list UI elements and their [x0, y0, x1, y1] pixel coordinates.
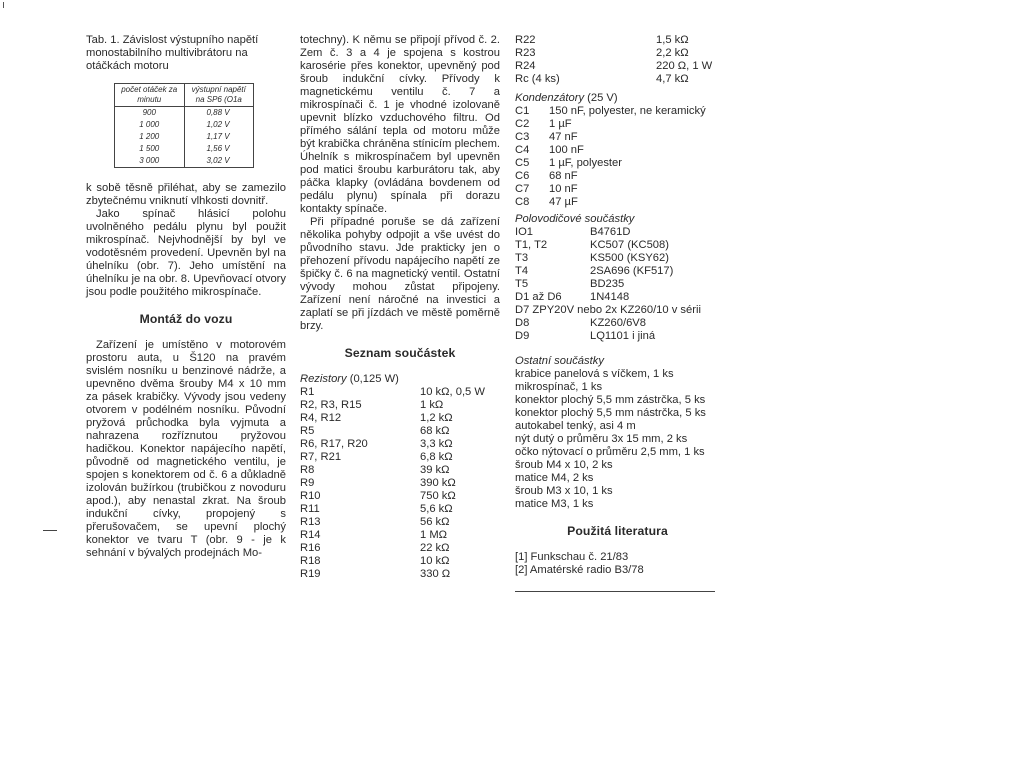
- part-row: [515, 252, 720, 265]
- part-row: [300, 503, 500, 516]
- part-designator: R18: [300, 555, 321, 567]
- part-designator: Rc (4 ks): [515, 73, 560, 85]
- other-part-item: matice M3, 1 ks: [515, 498, 594, 510]
- table-cell: 1,56 V: [184, 143, 254, 155]
- part-designator: R16: [300, 542, 321, 554]
- table-cell: 900: [115, 107, 185, 120]
- other-parts-title: Ostatní součástky: [515, 355, 604, 367]
- part-row: [515, 317, 720, 330]
- column-1: [86, 34, 286, 560]
- part-value: 10 kΩ: [420, 555, 450, 567]
- part-designator: R5: [300, 425, 315, 437]
- capacitors-label: Kondenzátory: [515, 92, 585, 104]
- part-row: [300, 516, 500, 529]
- rpm-voltage-table: [114, 83, 254, 168]
- part-row: [515, 226, 720, 239]
- part-designator: C7: [515, 183, 530, 195]
- part-row: [515, 330, 720, 343]
- capacitor-list: [515, 105, 720, 209]
- part-value: 390 kΩ: [420, 477, 456, 489]
- part-row: [515, 73, 720, 86]
- part-row: [515, 170, 720, 183]
- part-designator: C3: [515, 131, 530, 143]
- part-designator: D8: [515, 317, 530, 329]
- part-designator: C6: [515, 170, 530, 182]
- part-value: 68 nF: [549, 170, 578, 182]
- other-part-item: krabice panelová s víčkem, 1 ks: [515, 368, 674, 380]
- resistor-list-continued: [515, 34, 720, 86]
- resistors-title: [300, 373, 500, 386]
- other-part-item: nýt dutý o průměru 3x 15 mm, 2 ks: [515, 433, 688, 445]
- part-row: [515, 183, 720, 196]
- part-value: 10 nF: [549, 183, 578, 195]
- part-value: 100 nF: [549, 144, 584, 156]
- table-cell: 1,02 V: [184, 119, 254, 131]
- capacitors-note: (25 V): [587, 92, 618, 104]
- part-value: 2SA696 (KF517): [590, 265, 674, 277]
- part-designator: R23: [515, 47, 536, 59]
- part-designator: C4: [515, 144, 530, 156]
- part-designator: T5: [515, 278, 529, 290]
- part-value: 150 nF, polyester, ne keramický: [549, 105, 706, 117]
- part-row: [300, 412, 500, 425]
- semiconductor-list-continued: [515, 317, 720, 343]
- part-row: [300, 399, 500, 412]
- part-row: [300, 438, 500, 451]
- resistors-note: (0,125 W): [349, 373, 399, 385]
- part-designator: R6, R17, R20: [300, 438, 368, 450]
- part-row: [515, 131, 720, 144]
- section-heading-parts-list: Seznam součástek: [344, 346, 456, 360]
- capacitors-title: [515, 92, 720, 105]
- section-heading-assembly: Montáž do vozu: [139, 312, 233, 326]
- column-3: [515, 34, 720, 577]
- part-row: [515, 278, 720, 291]
- semiconductor-list: [515, 226, 720, 304]
- part-row: [515, 105, 720, 118]
- other-parts-list: [515, 368, 720, 511]
- part-value: 3,3 kΩ: [420, 438, 453, 450]
- part-designator: T3: [515, 252, 529, 264]
- table-cell: 1 200: [115, 131, 185, 143]
- part-value: 68 kΩ: [420, 425, 450, 437]
- part-value: 330 Ω: [420, 568, 451, 580]
- other-part-item: konektor plochý 5,5 mm zástrčka, 5 ks: [515, 394, 706, 406]
- part-designator: R11: [300, 503, 320, 515]
- part-row: [300, 477, 500, 490]
- part-row: [300, 490, 500, 503]
- table-row: [115, 143, 254, 155]
- other-part-item: šroub M4 x 10, 2 ks: [515, 459, 613, 471]
- literature-item: [2] Amatérské radio B3/78: [515, 564, 644, 576]
- part-value: 47 nF: [549, 131, 578, 143]
- table-caption: Tab. 1. Závislost výstupního napětí monostabilního multivibrátoru na otáčkách motoru: [86, 34, 259, 72]
- semi-d7: D7 ZPY20V nebo 2x KZ260/10 v sérii: [515, 304, 701, 316]
- part-designator: R14: [300, 529, 321, 541]
- table-cell: 3,02 V: [184, 155, 254, 168]
- part-designator: T4: [515, 265, 529, 277]
- part-row: [300, 425, 500, 438]
- part-designator: R7, R21: [300, 451, 342, 463]
- part-designator: C2: [515, 118, 530, 130]
- scan-mark: [3, 2, 4, 8]
- part-value: 220 Ω, 1 W: [656, 60, 713, 72]
- part-row: [515, 144, 720, 157]
- part-row: [300, 555, 500, 568]
- paragraph: Jako spínač hlásicí polohu uvolněného pedálu plynu byl použit mikrospínač. Nejvhodnější by byl ve vodotěsném provedení. Upevněn byl na úhelníku (obr. 7). Jeho umístění na úhelníku je na obr. 8. Upevňovací otvory jsou podle použitého mikrospínače.: [86, 208, 286, 298]
- part-value: BD235: [590, 278, 625, 290]
- table-cell: 3 000: [115, 155, 185, 168]
- part-row: [515, 291, 720, 304]
- part-value: 6,8 kΩ: [420, 451, 453, 463]
- part-value: LQ1101 i jiná: [590, 330, 656, 342]
- part-designator: R9: [300, 477, 315, 489]
- part-designator: R1: [300, 386, 315, 398]
- paragraph: totechny). K němu se připojí přívod č. 2. Zem č. 3 a 4 je spojena s kostrou karosérie přes konektor, upevněný pod šroub indukční cívky. Přívody k magnetickému ventilu č. 7 a mikrospínači č. 1 je vhodné izolovaně upevnit blízko vzduchového filtru. Od přímého sálání tepla od motoru může být krabička chráněna stínicím plechem. Úhelník s mikrospínačem byl upevněn pod matici šroubu karburátoru tak, aby páčka klapky (ovládána bovdenem od pedálu plynu) spínala při dorazu kontakty spínače.: [300, 34, 500, 215]
- part-value: 1 µF, polyester: [549, 157, 622, 169]
- part-value: KS500 (KSY62): [590, 252, 669, 264]
- other-part-item: matice M4, 2 ks: [515, 472, 594, 484]
- column-2: [300, 34, 500, 581]
- literature-item: [1] Funkschau č. 21/83: [515, 551, 629, 563]
- part-row: [515, 239, 720, 252]
- part-value: 22 kΩ: [420, 542, 450, 554]
- other-part-item: očko nýtovací o průměru 2,5 mm, 1 ks: [515, 446, 705, 458]
- paragraph: Zařízení je umístěno v motorovém prostoru auta, u Š120 na pravém svislém nosníku u benzinové nádrže, a upevněno dvěma šrouby M4 x 10 mm za pásek krabičky. Vývody jsou vedeny otvorem v podélném nosníku. Původní pryžová průchodka byla vyjmuta a nahrazena rozříznutou pryžovou hadičkou. Konektor napájecího napětí, původně od magnetického ventilu, je spojen s konektorem od č. 6 a důkladně izolován bužírkou (trubičkou z novoduru apod.), aby nenastal zkrat. Na šroub indukční cívky, propojený s přerušovačem, se upevní plochý konektor ve tvaru T (obr. 9 - je k sehnání v bývalých prodejnách Mo-: [86, 339, 286, 559]
- part-designator: C8: [515, 196, 530, 208]
- part-value: 5,6 kΩ: [420, 503, 453, 515]
- table-cell: 1 000: [115, 119, 185, 131]
- part-row: [515, 157, 720, 170]
- part-designator: R2, R3, R15: [300, 399, 362, 411]
- other-part-item: konektor plochý 5,5 mm nástrčka, 5 ks: [515, 407, 706, 419]
- part-designator: C1: [515, 105, 530, 117]
- part-value: 1N4148: [590, 291, 630, 303]
- part-value: 1,5 kΩ: [656, 34, 689, 46]
- part-value: 56 kΩ: [420, 516, 450, 528]
- table-row: [115, 155, 254, 168]
- part-row: [300, 542, 500, 555]
- part-designator: D1 až D6: [515, 291, 562, 303]
- part-row: [300, 451, 500, 464]
- part-designator: C5: [515, 157, 530, 169]
- part-value: 4,7 kΩ: [656, 73, 689, 85]
- bottom-rule: [515, 591, 715, 592]
- part-row: [515, 47, 720, 60]
- part-row: [300, 464, 500, 477]
- part-value: 47 µF: [549, 196, 578, 208]
- part-designator: R19: [300, 568, 321, 580]
- table-header-voltage: výstupní napětí na SP6 (O1a: [184, 84, 254, 107]
- part-value: 750 kΩ: [420, 490, 456, 502]
- paragraph: k sobě těsně přiléhat, aby se zamezilo zbytečnému vniknutí vlhkosti dovnitř.: [86, 182, 286, 207]
- semiconductors-title: Polovodičové součástky: [515, 213, 635, 225]
- part-value: 1 MΩ: [420, 529, 448, 541]
- table-row: [115, 107, 254, 120]
- part-value: 1,2 kΩ: [420, 412, 453, 424]
- part-designator: R13: [300, 516, 321, 528]
- part-designator: R10: [300, 490, 321, 502]
- part-designator: T1, T2: [515, 239, 548, 251]
- part-row: [300, 568, 500, 581]
- table-row: [115, 119, 254, 131]
- part-designator: IO1: [515, 226, 534, 238]
- section-heading-literature: Použitá literatura: [567, 524, 668, 538]
- other-part-item: mikrospínač, 1 ks: [515, 381, 603, 393]
- part-designator: D9: [515, 330, 530, 342]
- resistor-list: [300, 386, 500, 581]
- part-value: KZ260/6V8: [590, 317, 646, 329]
- part-row: [515, 196, 720, 209]
- part-value: B4761D: [590, 226, 631, 238]
- part-value: 10 kΩ, 0,5 W: [420, 386, 485, 398]
- part-row: [300, 529, 500, 542]
- part-value: 2,2 kΩ: [656, 47, 689, 59]
- table-cell: 1 500: [115, 143, 185, 155]
- table-cell: 1,17 V: [184, 131, 254, 143]
- other-part-item: šroub M3 x 10, 1 ks: [515, 485, 613, 497]
- other-part-item: autokabel tenký, asi 4 m: [515, 420, 636, 432]
- part-row: [300, 386, 500, 399]
- part-row: [515, 265, 720, 278]
- table-header-rpm: počet otáček za minutu: [115, 84, 185, 107]
- margin-dash: [43, 530, 57, 531]
- resistors-label: Rezistory: [300, 373, 347, 385]
- part-value: 1 kΩ: [420, 399, 444, 411]
- part-designator: R22: [515, 34, 536, 46]
- part-row: [515, 34, 720, 47]
- literature-list: [515, 551, 720, 577]
- table-row: [115, 131, 254, 143]
- part-designator: R24: [515, 60, 536, 72]
- paragraph: Při případné poruše se dá zařízení několika pohyby odpojit a vše uvést do původního stavu. Jde prakticky jen o přehození přívodu napájecího napětí ze špičky č. 6 na magnetický ventil. Ostatní vývody mohou zůstat připojeny. Zařízení není náročné na investici a zaplatí se při jízdách ve městě poměrně brzy.: [300, 216, 500, 332]
- part-row: [515, 118, 720, 131]
- part-row: [515, 60, 720, 73]
- part-designator: R8: [300, 464, 315, 476]
- part-designator: R4, R12: [300, 412, 342, 424]
- part-value: KC507 (KC508): [590, 239, 669, 251]
- table-cell: 0,88 V: [184, 107, 254, 120]
- table-header-row: [115, 84, 254, 107]
- part-value: 39 kΩ: [420, 464, 450, 476]
- part-value: 1 µF: [549, 118, 572, 130]
